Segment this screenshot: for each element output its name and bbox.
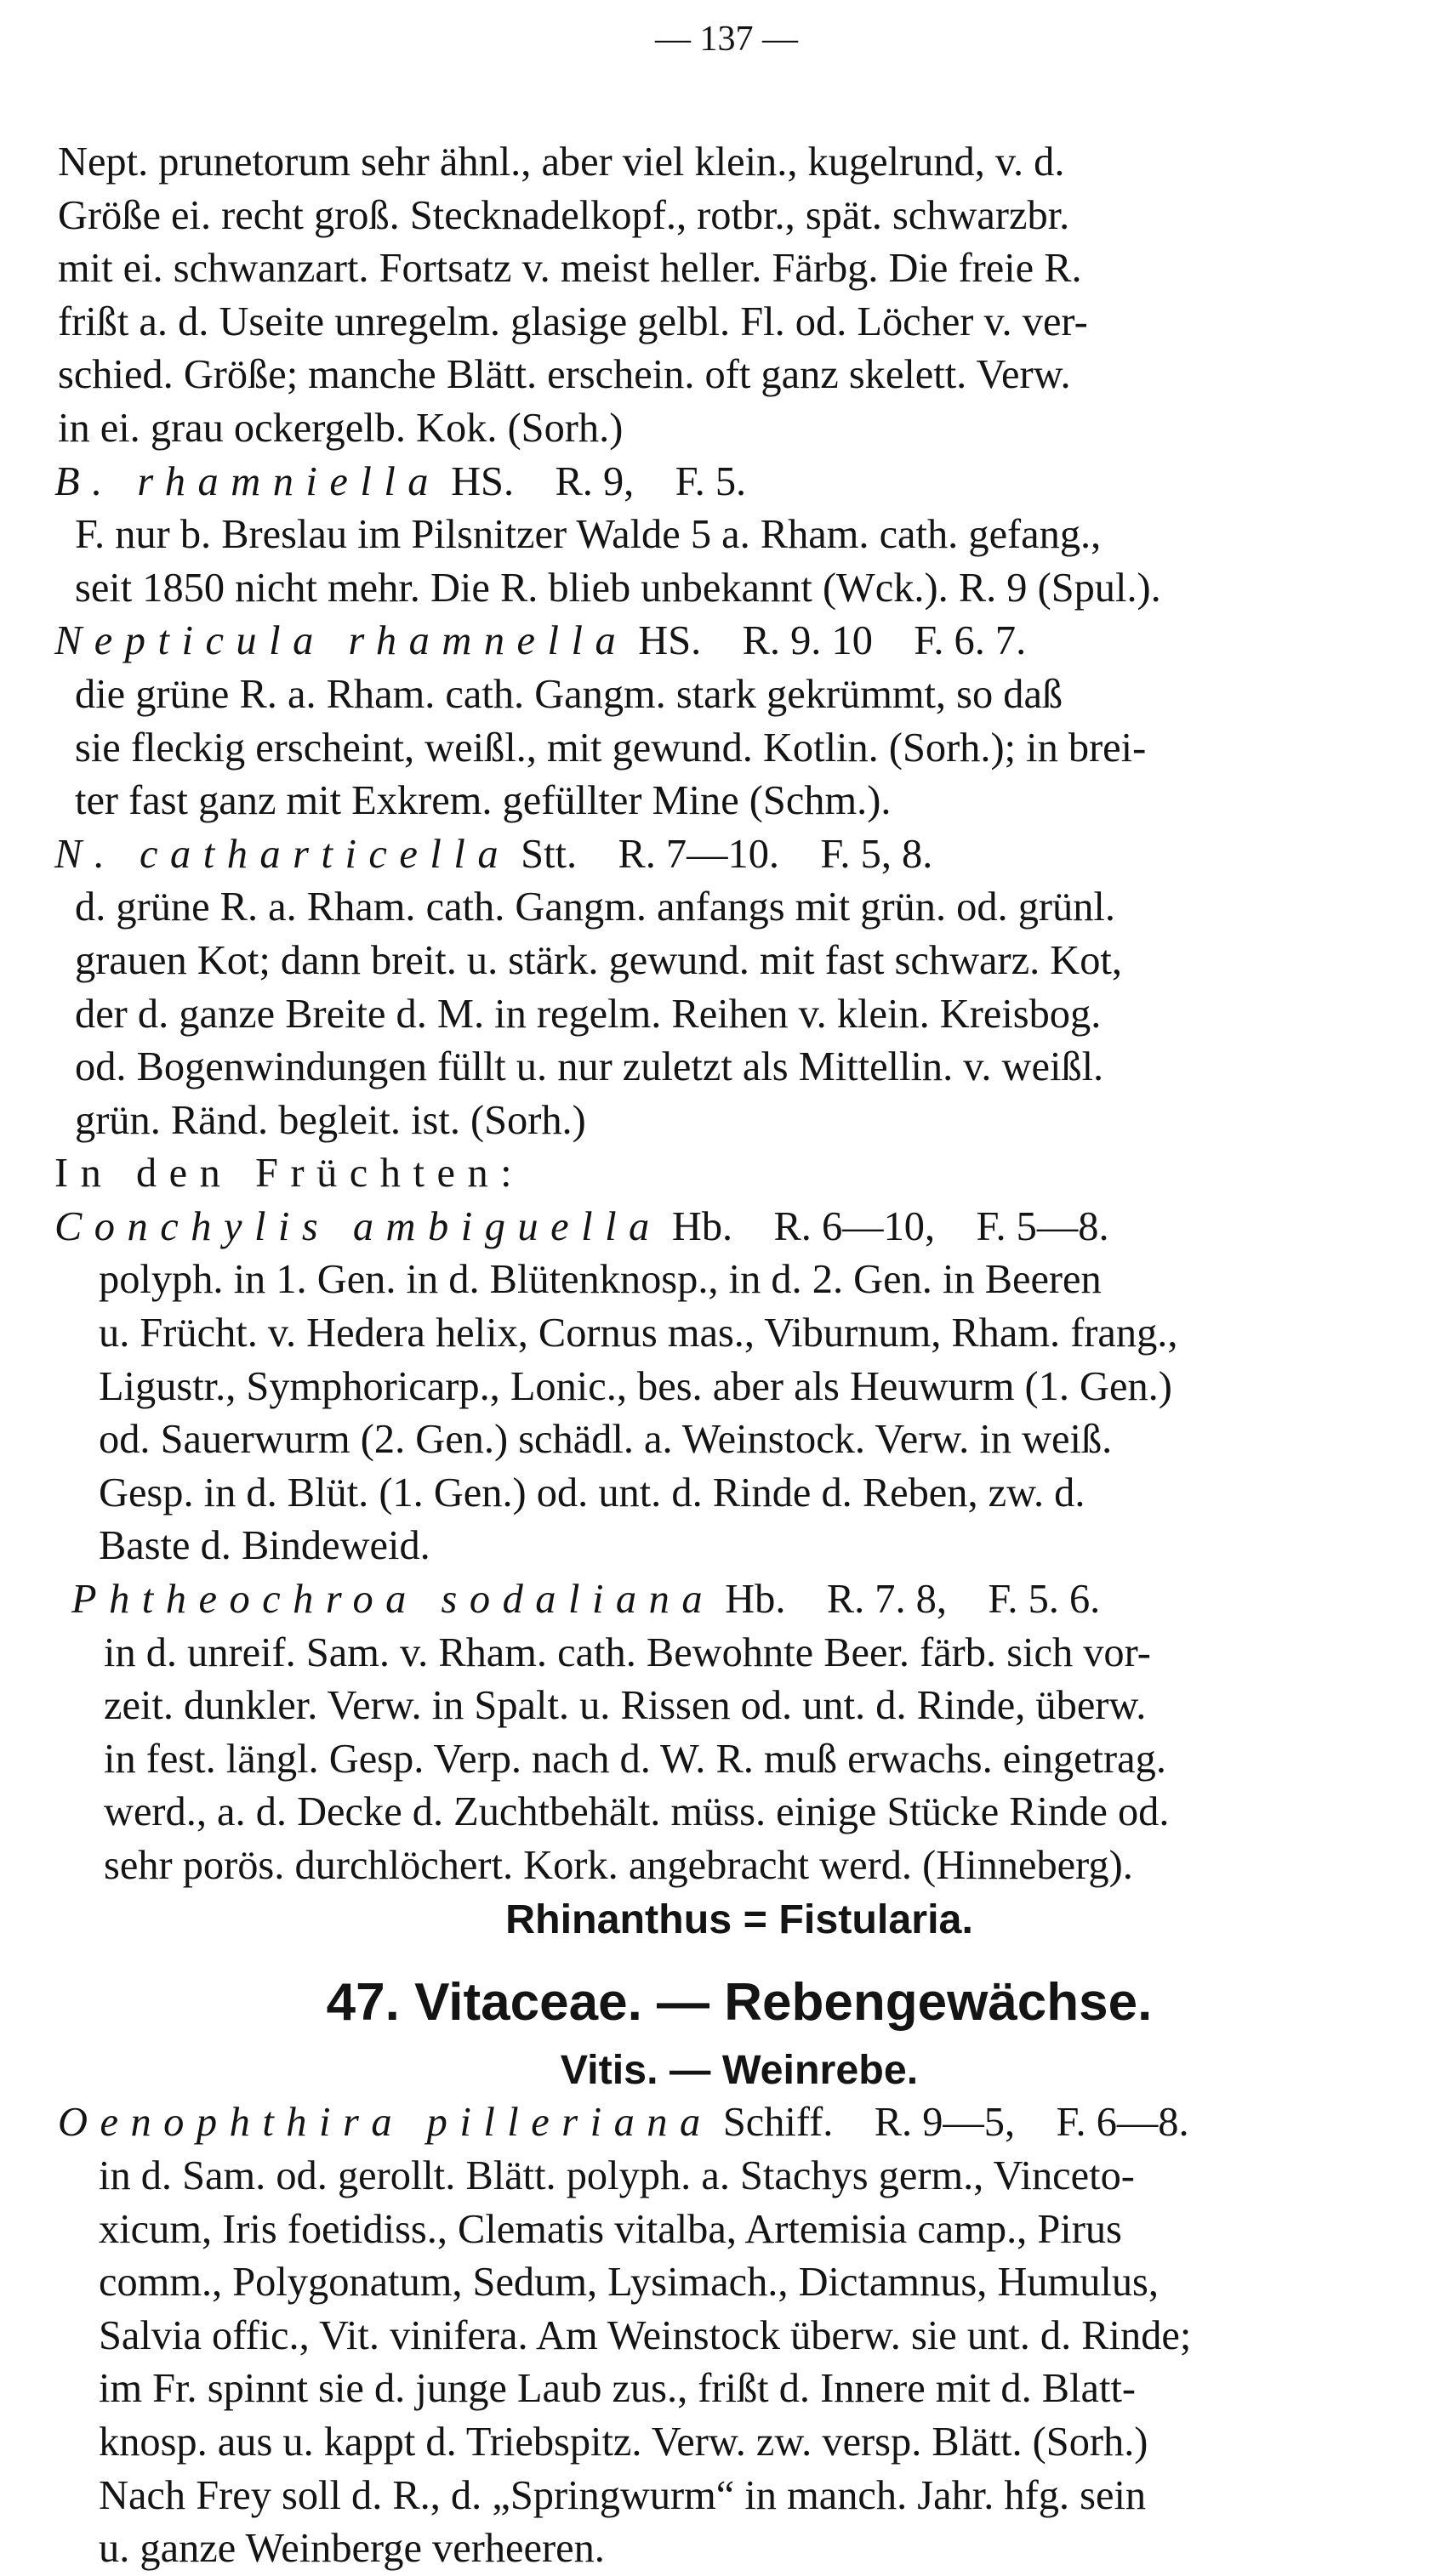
text-line: die grüne R. a. Rham. cath. Gangm. stark gekrümmt, so daß [75, 671, 1063, 717]
species-author: Hb. [715, 1577, 786, 1623]
text-line: ter fast ganz mit Exkrem. gefüllter Mine (Schm.). [75, 778, 892, 824]
species-name: Nepticula rhamnella [54, 618, 629, 664]
text-line: comm., Polygonatum, Sedum, Lysimach., Dictamnus, Humulus, [99, 2260, 1159, 2306]
text-line: grauen Kot; dann breit. u. stärk. gewund. mit fast schwarz. Kot, [75, 937, 1122, 983]
text-line: xicum, Iris foetidiss., Clematis vitalba, Artemisia camp., Pirus [99, 2206, 1122, 2252]
text-line: d. grüne R. a. Rham. cath. Gangm. anfangs mit grün. od. grünl. [75, 884, 1115, 930]
species-ref: R. 6—10, F. 5—8. [732, 1203, 1109, 1249]
species-name: Phtheochroa sodaliana [71, 1577, 715, 1623]
text-line: Salvia offic., Vit. vinifera. Am Weinstock überw. sie unt. d. Rinde; [99, 2312, 1192, 2358]
text-line: u. Frücht. v. Hedera helix, Cornus mas., Viburnum, Rham. frang., [99, 1311, 1178, 1356]
text-line: im Fr. spinnt sie d. junge Laub zus., frißt d. Innere mit d. Blatt- [99, 2366, 1137, 2412]
species-author: Hb. [661, 1203, 733, 1249]
text-line: sehr porös. durchlöchert. Kork. angebracht werd. (Hinneberg). [104, 1843, 1133, 1888]
species-heading [54, 456, 1424, 509]
text-line: mit ei. schwanzart. Fortsatz v. meist heller. Färbg. Die freie R. [58, 246, 1082, 292]
text-line: Gesp. in d. Blüt. (1. Gen.) od. unt. d. Rinde d. Reben, zw. d. [99, 1470, 1085, 1515]
species-ref: R. 7. 8, F. 5. 6. [785, 1577, 1101, 1623]
text-line: seit 1850 nicht mehr. Die R. blieb unbekannt (Wck.). R. 9 (Spul.). [75, 565, 1161, 611]
text-line: knosp. aus u. kappt d. Triebspitz. Verw. zw. versp. Blätt. (Sorh.) [99, 2419, 1148, 2465]
text-line: polyph. in 1. Gen. in d. Blütenknosp., in d. 2. Gen. in Beeren [99, 1257, 1102, 1303]
text-line: Baste d. Bindeweid. [99, 1523, 430, 1569]
species-heading [54, 1201, 1424, 1254]
text-line: der d. ganze Breite d. M. in regelm. Reihen v. klein. Kreisbog. [75, 991, 1102, 1037]
text-line: schied. Größe; manche Blätt. erschein. oft ganz skelett. Verw. [58, 352, 1071, 398]
species-name: Oenophthira pilleriana [58, 2100, 713, 2146]
cross-reference: Rhinanthus = Fistularia. [505, 1896, 973, 1942]
species-heading [54, 615, 1424, 668]
text-line: zeit. dunkler. Verw. in Spalt. u. Rissen od. unt. d. Rinde, überw. [104, 1683, 1147, 1729]
species-author: HS. [628, 618, 702, 664]
text-line: u. ganze Weinberge verheeren. [99, 2526, 605, 2572]
species-name: Conchylis ambiguella [54, 1203, 662, 1249]
page-number: — 137 — [655, 20, 798, 59]
text-line: Nach Frey soll d. R., d. „Springwurm“ in manch. Jahr. hfg. sein [99, 2472, 1147, 2518]
species-name: B. rhamniella [54, 458, 442, 504]
page-text [54, 136, 1424, 2576]
species-author: Schiff. [712, 2100, 834, 2146]
text-line: od. Bogenwindungen füllt u. nur zuletzt als Mittellin. v. weißl. [75, 1044, 1104, 1090]
text-line: Größe ei. recht groß. Stecknadelkopf., rotbr., spät. schwarzbr. [58, 192, 1070, 238]
text-line: in ei. grau ockergelb. Kok. (Sorh.) [58, 405, 624, 451]
text-line: in d. Sam. od. gerollt. Blätt. polyph. a. Stachys germ., Vinceto- [99, 2152, 1135, 2198]
text-line: grün. Ränd. begleit. ist. (Sorh.) [75, 1097, 586, 1143]
text-line: F. nur b. Breslau im Pilsnitzer Walde 5 a. Rham. cath. gefang., [75, 512, 1102, 558]
family-heading: 47. Vitaceae. — Rebengewächse. [326, 1973, 1153, 2033]
species-ref: R. 9, F. 5. [514, 458, 747, 504]
species-ref: R. 9. 10 F. 6. 7. [701, 618, 1027, 664]
text-line: in d. unreif. Sam. v. Rham. cath. Bewohnte Beer. färb. sich vor- [104, 1629, 1151, 1675]
text-line: od. Sauerwurm (2. Gen.) schädl. a. Weinstock. Verw. in weiß. [99, 1417, 1113, 1463]
species-heading [54, 1573, 1424, 1627]
text-line: Nept. prunetorum sehr ähnl., aber viel klein., kugelrund, v. d. [58, 139, 1065, 185]
genus-heading: Vitis. — Weinrebe. [560, 2046, 919, 2093]
section-label: In den Früchten: [54, 1151, 525, 1197]
text-line: Ligustr., Symphoricarp., Lonic., bes. aber als Heuwurm (1. Gen.) [99, 1363, 1172, 1409]
text-line: werd., a. d. Decke d. Zuchtbehält. müss. einige Stücke Rinde od. [104, 1789, 1170, 1835]
species-author: Stt. [510, 831, 578, 877]
species-ref: R. 9—5, F. 6—8. [833, 2100, 1189, 2146]
species-heading [54, 2096, 1424, 2150]
text-line: in fest. längl. Gesp. Verp. nach d. W. R. muß erwachs. eingetrag. [104, 1736, 1166, 1782]
species-author: HS. [441, 458, 515, 504]
species-heading [54, 828, 1424, 882]
species-name: N. catharticella [54, 831, 511, 877]
text-line: frißt a. d. Useite unregelm. glasige gelbl. Fl. od. Löcher v. ver- [58, 299, 1088, 344]
text-line: sie fleckig erscheint, weißl., mit gewund. Kotlin. (Sorh.); in brei- [75, 725, 1147, 771]
species-ref: R. 7—10. F. 5, 8. [577, 831, 933, 877]
